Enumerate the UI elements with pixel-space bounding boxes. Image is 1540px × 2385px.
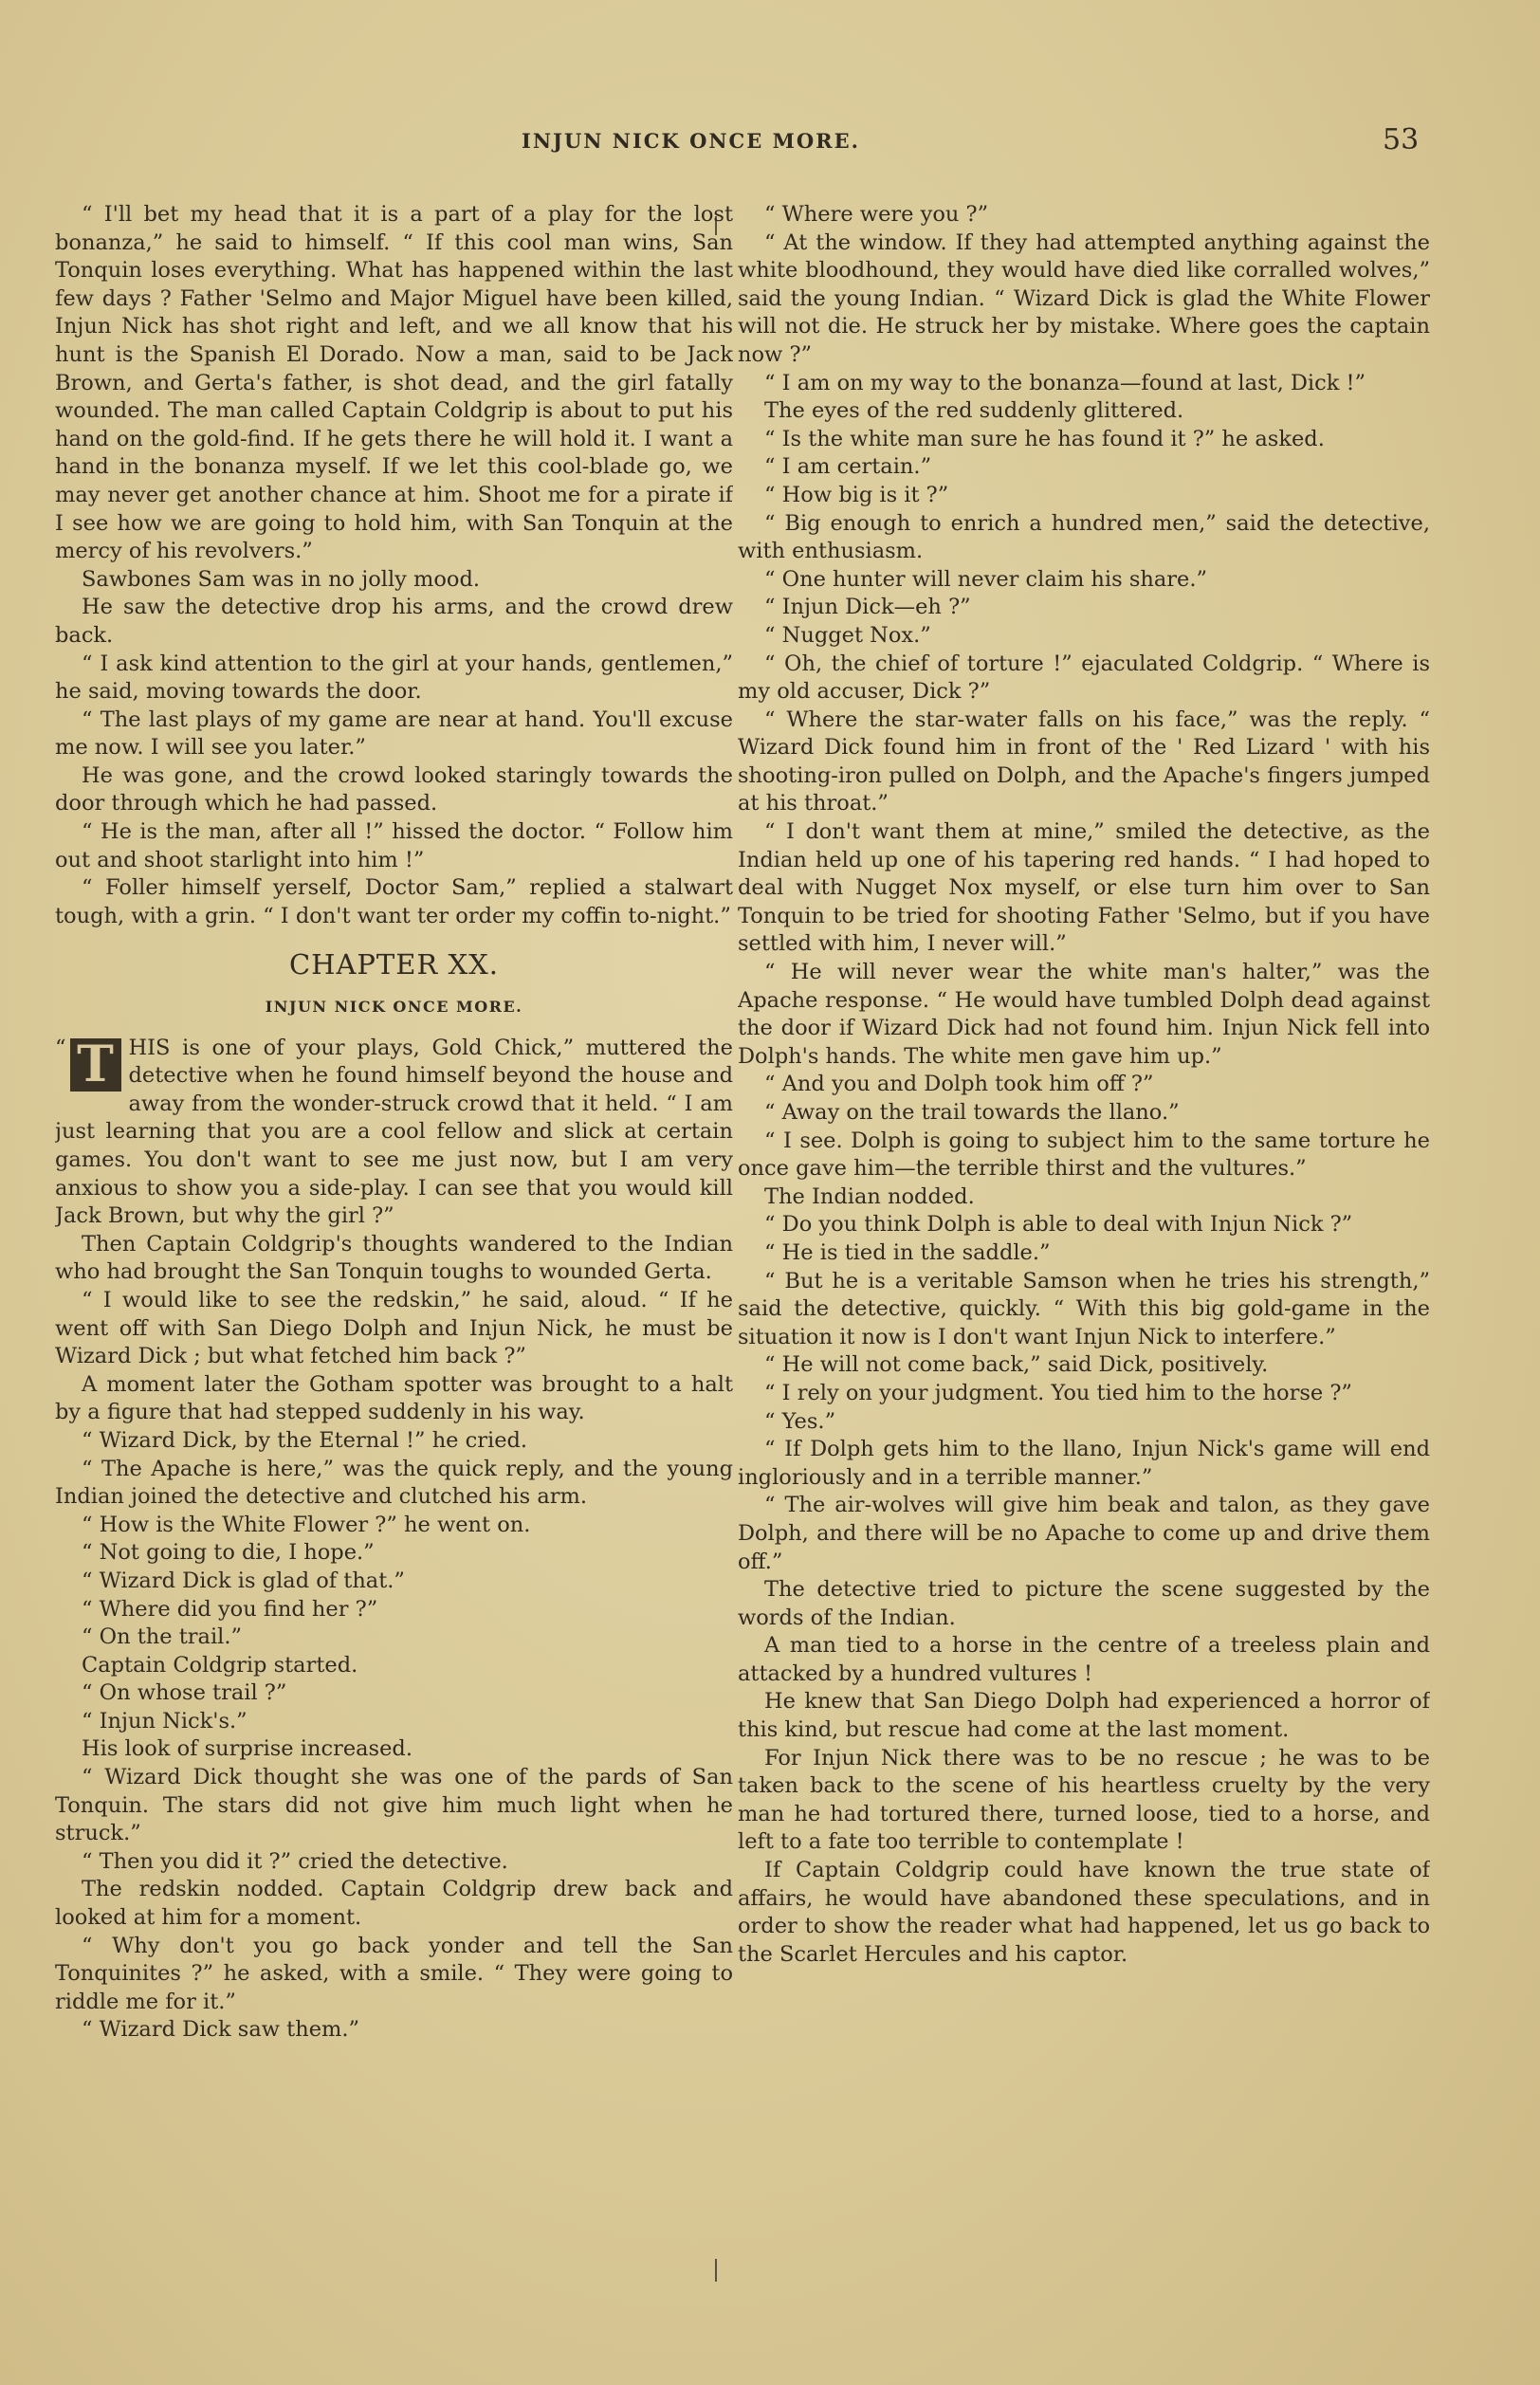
paragraph: “ Not going to die, I hope.” [82, 1540, 375, 1566]
paragraph: “ Big enough to enrich a hundred men,” said the detective, with enthusiasm. [738, 510, 1430, 564]
paragraph: Captain Coldgrip started. [82, 1652, 358, 1678]
paragraph: “ Where were you ?” [764, 202, 989, 227]
paragraph: “ I see. Dolph is going to subject him to the same torture he once gave him—the terrible thirst and the vultures.” [738, 1128, 1430, 1182]
paragraph: “ Wizard Dick thought she was one of the pards of San Tonquin. The stars did not give him much light when he struck.” [55, 1765, 733, 1846]
paragraph: “ The last plays of my game are near at hand. You'll excuse me now. I will see you later.” [55, 706, 733, 761]
paragraph: “ Where the star-water falls on his face,” was the reply. “ Wizard Dick found him in front of the ' Red Lizard ' with his shooting-iron pulled on Dolph, and the Apache's fingers jumped at his throat.” [738, 706, 1430, 816]
paragraph: Sawbones Sam was in no jolly mood. [82, 566, 481, 592]
paragraph: “ Why don't you go back yonder and tell the San Tonquinites ?” he asked, with a smile. “ They were going to riddle me for it.” [55, 1933, 733, 2014]
paragraph: “ Oh, the chief of torture !” ejaculated Coldgrip. “ Where is my old accuser, Dick ?” [738, 651, 1430, 705]
paragraph: “ He is the man, after all !” hissed the doctor. “ Follow him out and shoot starlight into him !” [55, 819, 733, 872]
opening-text: HIS is one of your plays, Gold Chick,” muttered the detective when he found himself beyond the house and away from the wonder-struck crowd that it held. “ I am just learning that you are a cool fellow and slick at certain games. You don't want to see me just now, but I am very anxious to show you a side-play. I can see that you would kill Jack Brown, but why the girl ?” [55, 1035, 733, 1229]
paragraph: Then Captain Coldgrip's thoughts wandered to the Indian who had brought the San Tonquin toughs to wounded Gerta. [55, 1231, 733, 1285]
paragraph: “ And you and Dolph took him off ?” [764, 1072, 1154, 1097]
running-title: INJUN NICK ONCE MORE. [522, 129, 860, 153]
paragraph: The redskin nodded. Captain Coldgrip drew back and looked at him for a moment. [55, 1877, 733, 1931]
paragraph: “ At the window. If they had attempted anything against the white bloodhound, they would have died like corralled wolves,” said the young Indian. “ Wizard Dick is glad the White Flower will not die. He struck her by mistake. Where goes the captain now ?” [738, 229, 1430, 367]
paragraph: “ But he is a veritable Samson when he tries his strength,” said the detective, quickly. “ With this big gold-game in the situation it now is I don't want Injun Nick to interfere.” [738, 1268, 1430, 1349]
paragraph: His look of surprise increased. [82, 1736, 412, 1762]
paragraph: “ On the trail.” [82, 1624, 243, 1650]
paragraph: “ Do you think Dolph is able to deal with Injun Nick ?” [764, 1212, 1353, 1238]
paragraph: If Captain Coldgrip could have known the true state of affairs, he would have abandoned these speculations, and in order to show the reader what had happened, let us go back to the Scarlet Hercules and his captor. [738, 1858, 1430, 1967]
paragraph: For Injun Nick there was to be no rescue ; he was to be taken back to the scene of his heartless cruelty by the very man he had tortured there, turned loose, tied to a horse, and left to a fate too terrible to contemplate ! [738, 1745, 1430, 1855]
opening-quote: “ [55, 1035, 66, 1060]
paragraph: “ The air-wolves will give him beak and talon, as they gave Dolph, and there will be no Apache to come up and drive them off.” [738, 1493, 1430, 1574]
paragraph: “ Away on the trail towards the llano.” [764, 1100, 1180, 1125]
paragraph: “ I don't want them at mine,” smiled the detective, as the Indian held up one of his tapering red hands. “ I had hoped to deal with Nugget Nox myself, or else turn him over to San Tonquin to be tried for shooting Father 'Selmo, but if you have settled with him, I never will.” [738, 819, 1430, 957]
paragraph: “ I'll bet my head that it is a part of a play for the lost bonanza,” he said to himself. “ If this cool man wins, San Tonquin loses everything. What has happened within the last few days ? Father 'Selmo and Major Miguel have been killed, Injun Nick has shot right and left, and we all know that his hunt is the Spanish El Dorado. Now a man, said to be Jack Brown, and Gerta's father, is shot dead, and the girl fatally wounded. The man called Captain Coldgrip is about to put his hand on the gold-find. If he gets there he will hold it. I want a hand in the bonanza myself. If we let this cool-blade go, we may never get another chance at him. Shoot me for a pirate if I see how we are going to hold him, with San Tonquin at the mercy of his revolvers.” [55, 202, 733, 564]
paragraph: “ I ask kind attention to the girl at your hands, gentlemen,” he said, moving towards the door. [55, 651, 733, 705]
page-number: 53 [1383, 123, 1420, 156]
right-column [738, 201, 1430, 2302]
paragraph: “ Wizard Dick is glad of that.” [82, 1568, 405, 1593]
paragraph: “ One hunter will never claim his share.” [764, 566, 1207, 592]
page-header [0, 123, 1540, 171]
paragraph: “ Then you did it ?” cried the detective. [82, 1848, 508, 1874]
paragraph: “ I am on my way to the bonanza—found at last, Dick !” [764, 370, 1366, 395]
paragraph: “ On whose trail ?” [82, 1680, 287, 1706]
paragraph: A man tied to a horse in the centre of a treeless plain and attacked by a hundred vultures ! [738, 1633, 1430, 1686]
paragraph: “ How is the White Flower ?” he went on. [82, 1512, 531, 1537]
paragraph: “ Wizard Dick, by the Eternal !” he cried. [82, 1427, 528, 1453]
paragraph: He knew that San Diego Dolph had experienced a horror of this kind, but rescue had come at the last moment. [738, 1689, 1430, 1743]
paragraph: “ He is tied in the saddle.” [764, 1239, 1051, 1265]
paragraph: “ Wizard Dick saw them.” [82, 2017, 359, 2043]
paragraph: “ He will never wear the white man's halter,” was the Apache response. “ He would have tumbled Dolph dead against the door if Wizard Dick had not found him. Injun Nick fell into Dolph's hands. The white men gave him up.” [738, 960, 1430, 1069]
paragraph: “ I rely on your judgment. You tied him to the horse ?” [764, 1380, 1352, 1405]
paragraph: “ How big is it ?” [764, 482, 949, 507]
paragraph: The detective tried to picture the scene suggested by the words of the Indian. [738, 1577, 1430, 1630]
paragraph: He saw the detective drop his arms, and the crowd drew back. [55, 595, 733, 648]
paragraph: “ Where did you find her ?” [82, 1596, 378, 1622]
paragraph: “ Injun Nick's.” [82, 1708, 248, 1734]
paragraph: “ He will not come back,” said Dick, positively. [764, 1352, 1269, 1378]
chapter-subtitle: INJUN NICK ONCE MORE. [265, 998, 523, 1017]
drop-cap: T [70, 1038, 121, 1092]
paragraph: A moment later the Gotham spotter was brought to a halt by a figure that had stepped suddenly in his way. [55, 1371, 733, 1425]
paragraph: The Indian nodded. [764, 1183, 975, 1209]
paragraph: He was gone, and the crowd looked staringly towards the door through which he had passed. [55, 762, 733, 816]
paragraph: “ Foller himself yerself, Doctor Sam,” replied a stalwart tough, with a grin. “ I don't want ter order my coffin to-night.” [55, 875, 733, 928]
chapter-opening-paragraph [55, 1035, 733, 1231]
paragraph: “ The Apache is here,” was the quick reply, and the young Indian joined the detective and clutched his arm. [55, 1456, 733, 1510]
paragraph: “ Is the white man sure he has found it ?” he asked. [764, 426, 1325, 451]
paragraph: The eyes of the red suddenly glittered. [764, 398, 1184, 424]
chapter-title: CHAPTER XX. [288, 948, 499, 982]
paragraph: “ If Dolph gets him to the llano, Injun Nick's game will end ingloriously and in a terrible manner.” [738, 1437, 1430, 1490]
paragraph: “ I am certain.” [764, 454, 932, 480]
paragraph: “ Injun Dick—eh ?” [764, 595, 971, 620]
left-column [55, 201, 733, 2302]
paragraph: “ Nugget Nox.” [764, 622, 931, 648]
paragraph: “ Yes.” [764, 1408, 836, 1434]
paragraph: “ I would like to see the redskin,” he said, aloud. “ If he went off with San Diego Dolph and Injun Nick, he must be Wizard Dick ; but what fetched him back ?” [55, 1287, 733, 1369]
